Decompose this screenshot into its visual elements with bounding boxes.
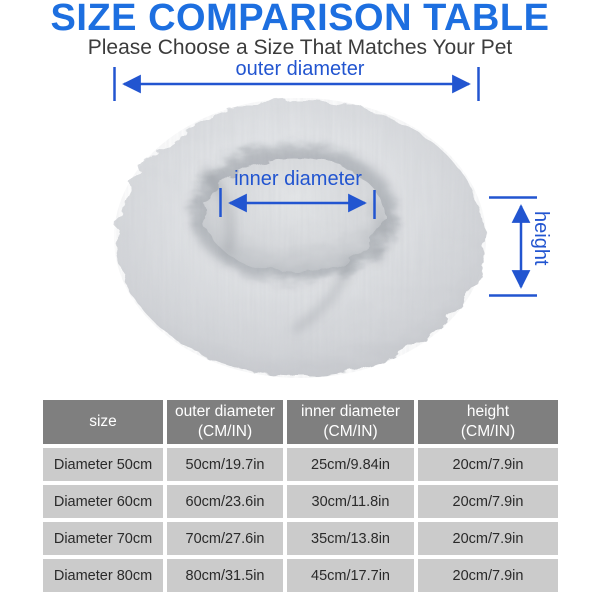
col-header-size bbox=[43, 400, 163, 444]
cell-height: 20cm/7.9in bbox=[418, 522, 558, 555]
col-header-outer-diameter bbox=[167, 400, 283, 444]
outer-diameter-label: outer diameter bbox=[235, 58, 365, 80]
col-header-label: inner diameter bbox=[300, 403, 401, 420]
size-table bbox=[39, 396, 562, 596]
col-header-label: outer diameter bbox=[175, 403, 275, 420]
cell-outer-diameter: 50cm/19.7in bbox=[167, 448, 283, 481]
col-header-height bbox=[418, 400, 558, 444]
col-header-unit: (CM/IN) bbox=[323, 423, 378, 440]
col-header-unit: (CM/IN) bbox=[197, 423, 253, 440]
inner-diameter-label: inner diameter bbox=[234, 168, 362, 190]
cell-outer-diameter: 70cm/27.6in bbox=[167, 522, 283, 555]
col-header-label: height bbox=[466, 403, 510, 420]
cell-size: Diameter 60cm bbox=[43, 485, 163, 518]
inner-diameter-arrow bbox=[221, 188, 375, 219]
col-header-unit: (CM/IN) bbox=[460, 423, 516, 440]
cell-outer-diameter: 80cm/31.5in bbox=[167, 559, 283, 592]
col-header-label: size bbox=[89, 413, 117, 430]
cell-height: 20cm/7.9in bbox=[418, 448, 558, 481]
cell-outer-diameter: 60cm/23.6in bbox=[167, 485, 283, 518]
cell-inner-diameter: 45cm/17.7in bbox=[287, 559, 414, 592]
table-row bbox=[43, 559, 558, 592]
cell-size: Diameter 80cm bbox=[43, 559, 163, 592]
page-title: SIZE COMPARISON TABLE bbox=[50, 0, 550, 39]
cell-size: Diameter 70cm bbox=[43, 522, 163, 555]
cell-size: Diameter 50cm bbox=[43, 448, 163, 481]
cell-inner-diameter: 25cm/9.84in bbox=[287, 448, 414, 481]
table-row bbox=[43, 485, 558, 518]
table-row bbox=[43, 522, 558, 555]
cell-height: 20cm/7.9in bbox=[418, 485, 558, 518]
cell-inner-diameter: 30cm/11.8in bbox=[287, 485, 414, 518]
height-label: height bbox=[530, 211, 552, 266]
page-subtitle: Please Choose a Size That Matches Your Pet bbox=[87, 36, 513, 59]
cell-inner-diameter: 35cm/13.8in bbox=[287, 522, 414, 555]
table-header-row bbox=[43, 400, 558, 444]
cell-height: 20cm/7.9in bbox=[418, 559, 558, 592]
col-header-inner-diameter bbox=[287, 400, 414, 444]
table-row bbox=[43, 448, 558, 481]
